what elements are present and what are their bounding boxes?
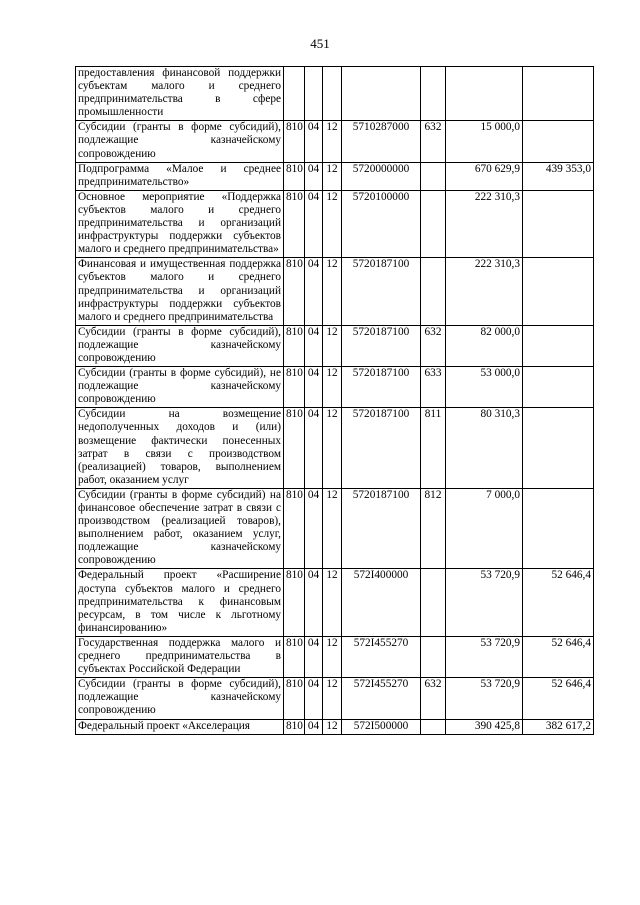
section-code-cell: 04 <box>305 636 323 677</box>
row-name-cell: Субсидии на возмещение недополученных доходов и (или) возмещение фактически понесенных затрат в связи с производством (реализацией) товаров, выполнением работ, оказанием услуг <box>76 408 284 489</box>
expense-type-cell <box>421 569 446 636</box>
amount-year2-cell <box>523 121 594 162</box>
amount-year1-cell: 53 720,9 <box>446 569 523 636</box>
amount-year2-cell <box>523 190 594 257</box>
subsection-code-cell: 12 <box>323 258 342 325</box>
expense-type-cell <box>421 67 446 121</box>
ministry-code-cell: 810 <box>284 569 305 636</box>
target-article-cell: 572I455270 <box>342 678 421 719</box>
target-article-cell: 5720100000 <box>342 190 421 257</box>
section-code-cell: 04 <box>305 258 323 325</box>
ministry-code-cell: 810 <box>284 408 305 489</box>
amount-year2-cell <box>523 367 594 408</box>
table-row <box>76 488 594 569</box>
section-code-cell: 04 <box>305 367 323 408</box>
target-article-cell: 5720187100 <box>342 488 421 569</box>
row-name-cell: Основное мероприятие «Поддержка субъектов малого и среднего предпринимательства и организаций инфраструктуры поддержки субъектов малого и среднего предпринимательства» <box>76 190 284 257</box>
ministry-code-cell: 810 <box>284 367 305 408</box>
amount-year2-cell: 52 646,4 <box>523 569 594 636</box>
table-row <box>76 325 594 366</box>
amount-year2-cell: 52 646,4 <box>523 636 594 677</box>
row-name-cell: Подпрограмма «Малое и среднее предпринимательство» <box>76 162 284 190</box>
target-article-cell: 5720187100 <box>342 258 421 325</box>
table-row <box>76 719 594 734</box>
target-article-cell: 5710287000 <box>342 121 421 162</box>
amount-year1-cell <box>446 67 523 121</box>
target-article-cell: 572I400000 <box>342 569 421 636</box>
amount-year1-cell: 53 720,9 <box>446 678 523 719</box>
table-row <box>76 121 594 162</box>
section-code-cell: 04 <box>305 678 323 719</box>
target-article-cell <box>342 67 421 121</box>
ministry-code-cell: 810 <box>284 162 305 190</box>
subsection-code-cell: 12 <box>323 162 342 190</box>
ministry-code-cell: 810 <box>284 190 305 257</box>
subsection-code-cell <box>323 67 342 121</box>
section-code-cell: 04 <box>305 162 323 190</box>
section-code-cell: 04 <box>305 190 323 257</box>
target-article-cell: 5720187100 <box>342 408 421 489</box>
table-row <box>76 162 594 190</box>
expense-type-cell: 633 <box>421 367 446 408</box>
table-row <box>76 678 594 719</box>
subsection-code-cell: 12 <box>323 719 342 734</box>
target-article-cell: 5720187100 <box>342 325 421 366</box>
subsection-code-cell: 12 <box>323 190 342 257</box>
amount-year2-cell: 52 646,4 <box>523 678 594 719</box>
expense-type-cell: 632 <box>421 121 446 162</box>
amount-year2-cell <box>523 488 594 569</box>
expense-type-cell <box>421 636 446 677</box>
table-row <box>76 67 594 121</box>
amount-year1-cell: 80 310,3 <box>446 408 523 489</box>
expense-type-cell: 812 <box>421 488 446 569</box>
section-code-cell: 04 <box>305 719 323 734</box>
ministry-code-cell: 810 <box>284 636 305 677</box>
table-row <box>76 569 594 636</box>
row-name-cell: Субсидии (гранты в форме субсидий) на финансовое обеспечение затрат в связи с производством (реализацией товаров), выполнением работ, оказанием услуг, подлежащие казначейскому сопровождению <box>76 488 284 569</box>
amount-year1-cell: 53 000,0 <box>446 367 523 408</box>
subsection-code-cell: 12 <box>323 325 342 366</box>
expense-type-cell: 632 <box>421 325 446 366</box>
table-row <box>76 636 594 677</box>
section-code-cell: 04 <box>305 488 323 569</box>
amount-year2-cell: 439 353,0 <box>523 162 594 190</box>
amount-year2-cell <box>523 67 594 121</box>
subsection-code-cell: 12 <box>323 636 342 677</box>
ministry-code-cell: 810 <box>284 719 305 734</box>
ministry-code-cell <box>284 67 305 121</box>
target-article-cell: 5720000000 <box>342 162 421 190</box>
row-name-cell: Субсидии (гранты в форме субсидий), не подлежащие казначейскому сопровождению <box>76 367 284 408</box>
amount-year2-cell <box>523 408 594 489</box>
subsection-code-cell: 12 <box>323 678 342 719</box>
expense-type-cell <box>421 719 446 734</box>
amount-year1-cell: 82 000,0 <box>446 325 523 366</box>
row-name-cell: Федеральный проект «Расширение доступа субъектов малого и среднего предпринимательства к финансовым ресурсам, в том числе к льготному финансированию» <box>76 569 284 636</box>
subsection-code-cell: 12 <box>323 408 342 489</box>
amount-year1-cell: 390 425,8 <box>446 719 523 734</box>
section-code-cell: 04 <box>305 121 323 162</box>
amount-year1-cell: 7 000,0 <box>446 488 523 569</box>
amount-year1-cell: 15 000,0 <box>446 121 523 162</box>
section-code-cell: 04 <box>305 569 323 636</box>
table-row <box>76 190 594 257</box>
subsection-code-cell: 12 <box>323 488 342 569</box>
amount-year2-cell: 382 617,2 <box>523 719 594 734</box>
row-name-cell: Субсидии (гранты в форме субсидий), подлежащие казначейскому сопровождению <box>76 678 284 719</box>
ministry-code-cell: 810 <box>284 678 305 719</box>
expense-type-cell: 811 <box>421 408 446 489</box>
target-article-cell: 572I455270 <box>342 636 421 677</box>
expense-type-cell <box>421 162 446 190</box>
table-row <box>76 408 594 489</box>
row-name-cell: предоставления финансовой поддержки субъектам малого и среднего предпринимательства в сфере промышленности <box>76 67 284 121</box>
subsection-code-cell: 12 <box>323 569 342 636</box>
expense-type-cell: 632 <box>421 678 446 719</box>
amount-year2-cell <box>523 325 594 366</box>
section-code-cell: 04 <box>305 408 323 489</box>
amount-year1-cell: 222 310,3 <box>446 190 523 257</box>
page-number: 451 <box>310 36 330 51</box>
table-row <box>76 258 594 325</box>
amount-year1-cell: 53 720,9 <box>446 636 523 677</box>
target-article-cell: 5720187100 <box>342 367 421 408</box>
row-name-cell: Государственная поддержка малого и среднего предпринимательства в субъектах Российской Федерации <box>76 636 284 677</box>
row-name-cell: Федеральный проект «Акселерация <box>76 719 284 734</box>
subsection-code-cell: 12 <box>323 367 342 408</box>
amount-year2-cell <box>523 258 594 325</box>
row-name-cell: Субсидии (гранты в форме субсидий), подлежащие казначейскому сопровождению <box>76 121 284 162</box>
ministry-code-cell: 810 <box>284 488 305 569</box>
section-code-cell: 04 <box>305 325 323 366</box>
ministry-code-cell: 810 <box>284 325 305 366</box>
amount-year1-cell: 222 310,3 <box>446 258 523 325</box>
row-name-cell: Финансовая и имущественная поддержка субъектов малого и среднего предпринимательства и организаций инфраструктуры поддержки субъектов малого и среднего предпринимательства <box>76 258 284 325</box>
ministry-code-cell: 810 <box>284 258 305 325</box>
expense-type-cell <box>421 258 446 325</box>
expense-type-cell <box>421 190 446 257</box>
table-row <box>76 367 594 408</box>
subsection-code-cell: 12 <box>323 121 342 162</box>
budget-table <box>75 66 594 735</box>
section-code-cell <box>305 67 323 121</box>
row-name-cell: Субсидии (гранты в форме субсидий), подлежащие казначейскому сопровождению <box>76 325 284 366</box>
target-article-cell: 572I500000 <box>342 719 421 734</box>
amount-year1-cell: 670 629,9 <box>446 162 523 190</box>
ministry-code-cell: 810 <box>284 121 305 162</box>
table-body <box>76 67 594 735</box>
